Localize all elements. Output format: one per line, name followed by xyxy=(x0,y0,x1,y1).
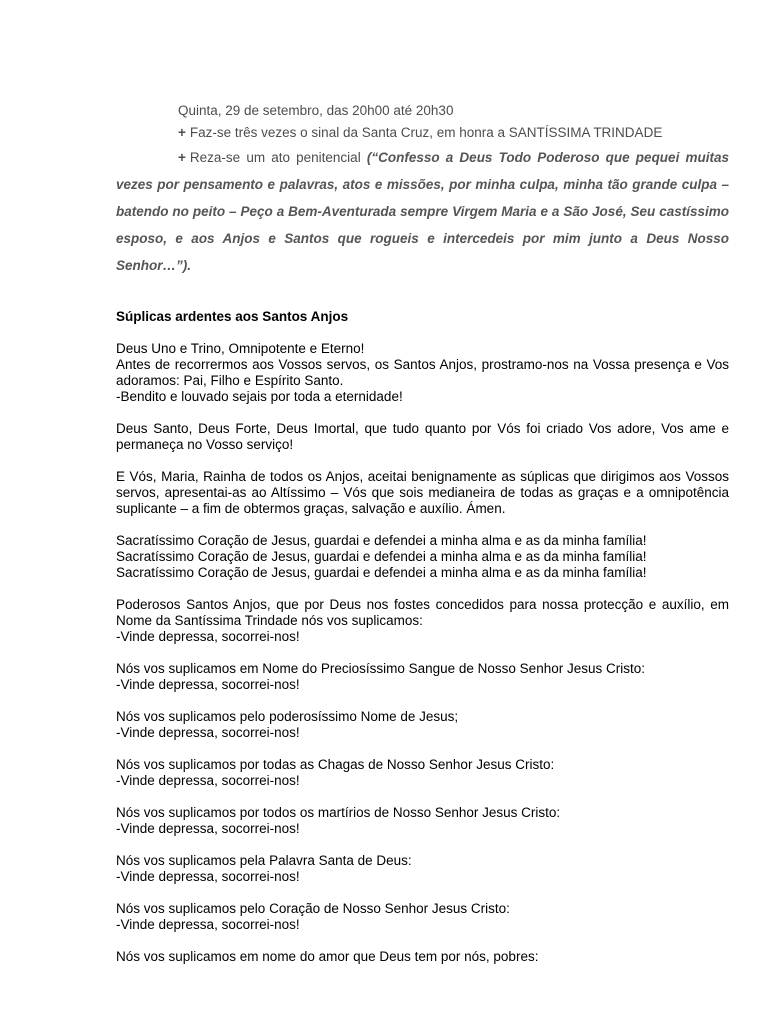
prayer-line: -Vinde depressa, socorrei-nos! xyxy=(116,629,300,644)
prayer-line: -Vinde depressa, socorrei-nos! xyxy=(116,773,300,788)
prayer-line: Nós vos suplicamos pelo Coração de Nosso Senhor Jesus Cristo: xyxy=(116,901,510,916)
prayer-line: Nós vos suplicamos pelo poderosíssimo Nome de Jesus; xyxy=(116,709,459,724)
prayer-line: E Vós, Maria, Rainha de todos os Anjos, aceitai benignamente as súplicas que dirigimos aos Vossos servos, apresentai-as ao Altíssimo – Vós que sois medianeira de todas as graças e a omnipotência suplicante – a fim de obtermos graças, salvação e auxílio. Ámen. xyxy=(116,469,729,516)
prayer-line: Nós vos suplicamos por todos os martírios de Nosso Senhor Jesus Cristo: xyxy=(116,805,561,820)
cross-icon: + xyxy=(178,150,186,165)
prayer-paragraph xyxy=(116,901,729,933)
prayer-line: Nós vos suplicamos em nome do amor que Deus tem por nós, pobres: xyxy=(116,949,539,964)
penitential-intro: Reza-se um ato penitencial xyxy=(189,150,361,165)
prayer-line: -Vinde depressa, socorrei-nos! xyxy=(116,677,300,692)
sign-of-cross-line xyxy=(116,122,729,144)
prayer-body xyxy=(116,341,729,965)
prayer-paragraph xyxy=(116,533,729,581)
document-page xyxy=(116,100,729,965)
prayer-paragraph xyxy=(116,949,729,965)
section-title: Súplicas ardentes aos Santos Anjos xyxy=(116,309,349,324)
prayer-paragraph xyxy=(116,661,729,693)
prayer-line: -Bendito e louvado sejais por toda a eternidade! xyxy=(116,389,403,404)
prayer-line: Deus Santo, Deus Forte, Deus Imortal, que tudo quanto por Vós foi criado Vos adore, Vos ame e permaneça no Vosso serviço! xyxy=(116,421,729,452)
prayer-line: Poderosos Santos Anjos, que por Deus nos fostes concedidos para nossa protecção e auxílio, em Nome da Santíssima Trindade nós vos suplicamos: xyxy=(116,597,729,628)
prayer-line: -Vinde depressa, socorrei-nos! xyxy=(116,821,300,836)
prayer-paragraph xyxy=(116,469,729,517)
prayer-line: -Vinde depressa, socorrei-nos! xyxy=(116,869,300,884)
prayer-line: Nós vos suplicamos em Nome do Preciosíssimo Sangue de Nosso Senhor Jesus Cristo: xyxy=(116,661,645,676)
prayer-paragraph xyxy=(116,341,729,405)
penitential-prayer: (“Confesso a Deus Todo Poderoso que pequei muitas vezes por pensamento e palavras, atos e missões, por minha culpa, minha tão grande culpa – batendo no peito – Peço a Bem-Aventurada sempre Virgem Maria e a São José, Seu castíssimo esposo, e aos Anjos e Santos que rogueis e intercedeis por mim junto a Deus Nosso Senhor…”). xyxy=(116,150,729,273)
prayer-line: Antes de recorrermos aos Vossos servos, os Santos Anjos, prostramo-nos na Vossa presença e Vos adoramos: Pai, Filho e Espírito Santo. xyxy=(116,357,729,388)
prayer-line: Sacratíssimo Coração de Jesus, guardai e defendei a minha alma e as da minha família! xyxy=(116,565,647,580)
prayer-paragraph xyxy=(116,597,729,645)
prayer-line: Nós vos suplicamos por todas as Chagas de Nosso Senhor Jesus Cristo: xyxy=(116,757,555,772)
prayer-line: Sacratíssimo Coração de Jesus, guardai e defendei a minha alma e as da minha família! xyxy=(116,533,647,548)
prayer-paragraph xyxy=(116,805,729,837)
prayer-line: Nós vos suplicamos pela Palavra Santa de Deus: xyxy=(116,853,412,868)
prayer-paragraph xyxy=(116,757,729,789)
prayer-line: -Vinde depressa, socorrei-nos! xyxy=(116,725,300,740)
sign-of-cross-text: Faz-se três vezes o sinal da Santa Cruz, em honra a SANTÍSSIMA TRINDADE xyxy=(189,125,663,140)
prayer-line: -Vinde depressa, socorrei-nos! xyxy=(116,917,300,932)
prayer-paragraph xyxy=(116,421,729,453)
prayer-paragraph xyxy=(116,709,729,741)
cross-icon: + xyxy=(178,125,186,140)
date-line: Quinta, 29 de setembro, das 20h00 até 20h30 xyxy=(178,103,454,118)
prayer-line: Deus Uno e Trino, Omnipotente e Eterno! xyxy=(116,341,365,356)
prayer-paragraph xyxy=(116,853,729,885)
penitential-paragraph xyxy=(116,144,729,279)
prayer-line: Sacratíssimo Coração de Jesus, guardai e defendei a minha alma e as da minha família! xyxy=(116,549,647,564)
